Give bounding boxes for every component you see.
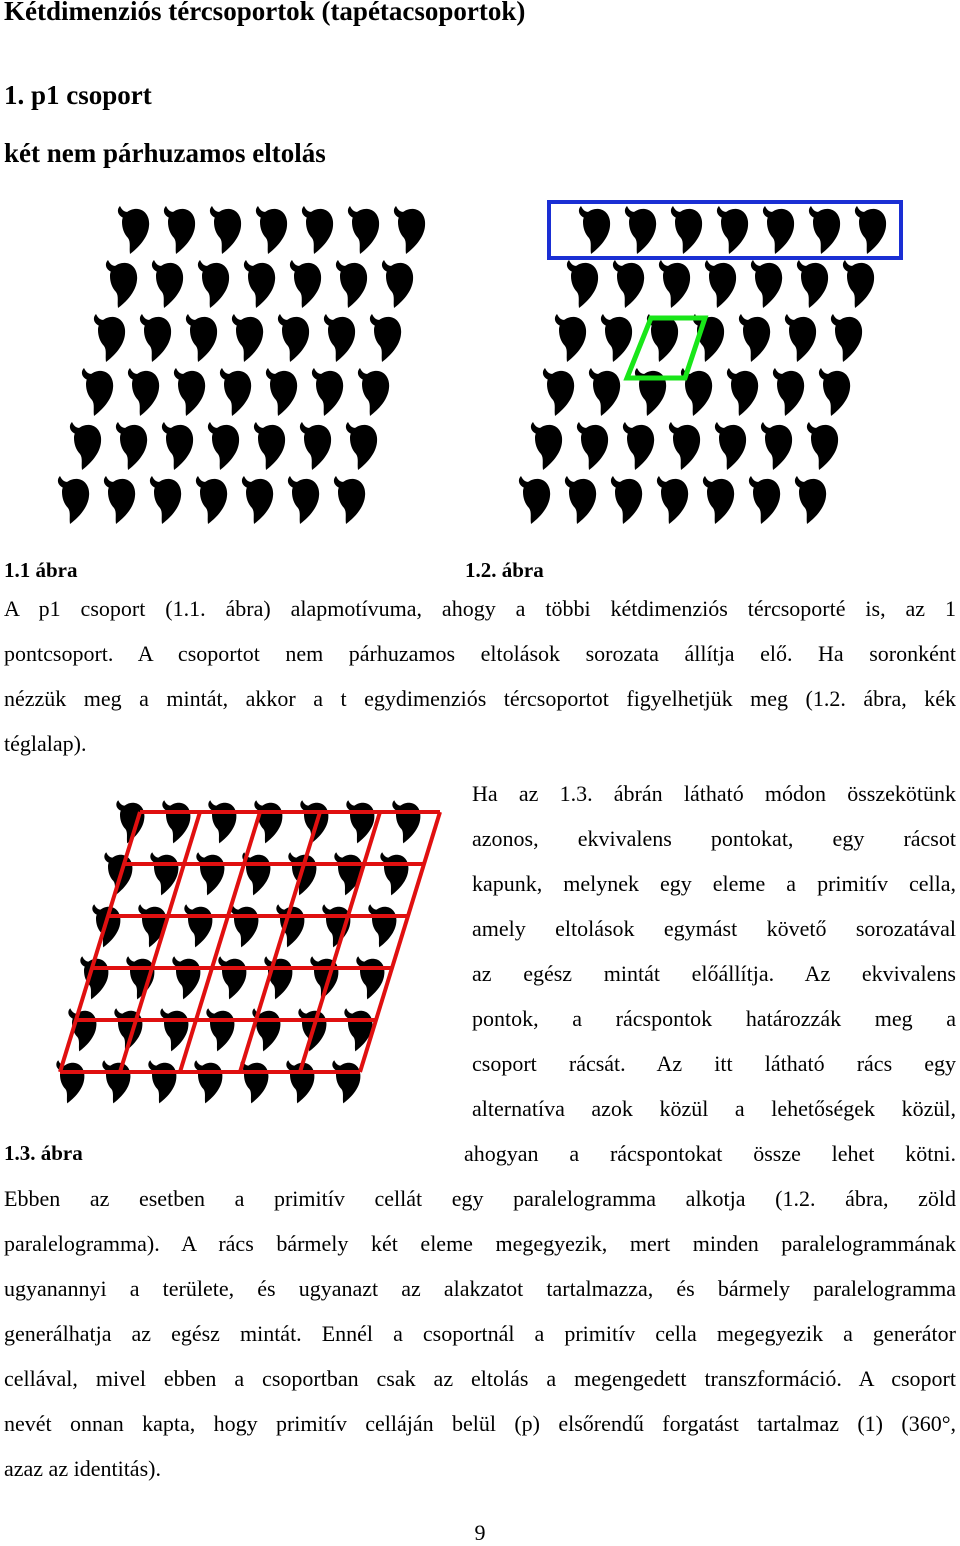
paragraph-2-side-line-4: amely eltolások egymást követő sorozatával <box>472 916 956 941</box>
paisley-motif-icon <box>705 260 736 308</box>
paisley-motif-icon <box>118 206 149 254</box>
section-heading: 1. p1 csoport <box>4 80 152 110</box>
paisley-motif-icon <box>128 368 159 416</box>
figure-1-2-pattern <box>455 190 925 540</box>
paisley-motif-icon <box>601 314 632 362</box>
figure-1-1-pattern <box>0 190 470 540</box>
paragraph-1-line-1: A p1 csoport (1.1. ábra) alapmotívuma, ahogy a többi kétdimenziós tércsoporté is, az 1 <box>4 596 956 621</box>
paragraph-1-line-3: nézzük meg a mintát, akkor a t egydimenziós tércsoportot figyelhetjük meg (1.2. ábra, kék <box>4 686 956 711</box>
paisley-motif-icon <box>150 476 181 524</box>
paisley-motif-icon <box>186 314 217 362</box>
paisley-motif-icon <box>160 1008 188 1051</box>
paragraph-2-line-2: paralelogramma). A rács bármely két eleme megegyezik, mert minden paralelogrammának <box>4 1231 956 1256</box>
paisley-motif-icon <box>392 800 420 843</box>
paisley-motif-icon <box>266 368 297 416</box>
paisley-motif-icon <box>795 476 826 524</box>
lattice-column-line <box>120 812 200 1072</box>
paisley-motif-icon <box>82 368 113 416</box>
paisley-motif-icon <box>727 368 758 416</box>
figure-1-1-caption: 1.1 ábra <box>4 558 78 582</box>
paisley-motif-icon <box>543 368 574 416</box>
paisley-motif-icon <box>356 956 384 999</box>
paisley-motif-icon <box>773 368 804 416</box>
subsection-heading: két nem párhuzamos eltolás <box>4 138 326 168</box>
figure-1-2-caption: 1.2. ábra <box>465 558 544 582</box>
paisley-motif-icon <box>140 314 171 362</box>
paisley-motif-icon <box>196 852 224 895</box>
paisley-motif-icon <box>555 314 586 362</box>
paisley-motif-icon <box>116 422 147 470</box>
paragraph-2-side-line-3: kapunk, melynek egy eleme a primitív cella, <box>472 871 956 896</box>
paisley-motif-icon <box>332 1060 360 1103</box>
paisley-motif-icon <box>659 260 690 308</box>
paragraph-1-line-4: téglalap). <box>4 731 87 756</box>
paisley-motif-icon <box>164 206 195 254</box>
paisley-motif-icon <box>70 422 101 470</box>
paisley-motif-icon <box>198 260 229 308</box>
paragraph-2-side-line-1: Ha az 1.3. ábrán látható módon összekötünk <box>472 781 956 806</box>
paisley-motif-icon <box>150 852 178 895</box>
paisley-motif-icon <box>172 956 200 999</box>
paragraph-2-line-7: azaz az identitás). <box>4 1456 161 1481</box>
paisley-motif-icon <box>625 206 656 254</box>
paisley-motif-icon <box>254 422 285 470</box>
page-title: Kétdimenziós tércsoportok (tapétacsoportok) <box>4 0 526 26</box>
paisley-motif-icon <box>184 904 212 947</box>
paisley-motif-icon <box>715 422 746 470</box>
paisley-motif-icon <box>278 314 309 362</box>
paisley-motif-icon <box>785 314 816 362</box>
paragraph-2-line-1: Ebben az esetben a primitív cellát egy paralelogramma alkotja (1.2. ábra, zöld <box>4 1186 956 1211</box>
paisley-motif-icon <box>623 422 654 470</box>
paisley-motif-icon <box>336 260 367 308</box>
paragraph-2-side-line-6: pontok, a rácspontok határozzák meg a <box>472 1006 956 1031</box>
paisley-motif-icon <box>106 260 137 308</box>
paisley-motif-icon <box>382 260 413 308</box>
paisley-motif-icon <box>751 260 782 308</box>
page-number: 9 <box>474 1520 486 1545</box>
paisley-motif-icon <box>613 260 644 308</box>
paisley-motif-icon <box>703 476 734 524</box>
paisley-motif-icon <box>394 206 425 254</box>
paisley-motif-icon <box>208 422 239 470</box>
paisley-motif-icon <box>567 260 598 308</box>
paisley-motif-icon <box>334 476 365 524</box>
paragraph-2-side-line-2: azonos, ekvivalens pontokat, egy rácsot <box>472 826 956 851</box>
paisley-motif-icon <box>370 314 401 362</box>
paisley-motif-icon <box>242 476 273 524</box>
paisley-motif-icon <box>208 800 236 843</box>
paragraph-1-line-2: pontcsoport. A csoportot nem párhuzamos eltolások sorozata állítja elő. Ha soronként <box>4 641 956 666</box>
paisley-motif-icon <box>531 422 562 470</box>
figure-1-3-caption: 1.3. ábra <box>4 1141 83 1165</box>
paisley-motif-icon <box>761 422 792 470</box>
paisley-motif-icon <box>565 476 596 524</box>
paisley-motif-icon <box>312 368 343 416</box>
paragraph-2-line-6: nevét onnan kapta, hogy primitív celláján belül (p) elsőrendű forgatást tartalmaz (1) (360°, <box>4 1411 956 1436</box>
paisley-motif-icon <box>240 1060 268 1103</box>
paragraph-2-side-line-7: csoport rácsát. Az itt látható rács egy <box>472 1051 956 1076</box>
paisley-motif-icon <box>162 422 193 470</box>
paisley-motif-icon <box>346 800 374 843</box>
paisley-motif-icon <box>162 800 190 843</box>
paisley-motif-icon <box>346 422 377 470</box>
paisley-motif-icon <box>194 1060 222 1103</box>
paisley-motif-icon <box>302 206 333 254</box>
paisley-motif-icon <box>288 476 319 524</box>
paragraph-2-side-line-8: alternatíva azok közül a lehetőségek közül, <box>472 1096 956 1121</box>
paisley-motif-icon <box>300 422 331 470</box>
paisley-motif-icon <box>671 206 702 254</box>
paisley-motif-icon <box>809 206 840 254</box>
paisley-motif-icon <box>174 368 205 416</box>
paisley-motif-icon <box>589 368 620 416</box>
paisley-motif-icon <box>831 314 862 362</box>
paragraph-2-line-3: ugyanannyi a területe, és ugyanazt az alakzatot tartalmazza, és bármely paralelogramma <box>4 1276 956 1301</box>
paisley-motif-icon <box>855 206 886 254</box>
paisley-motif-icon <box>94 314 125 362</box>
paisley-motif-icon <box>579 206 610 254</box>
figure-1-3-lattice <box>0 790 460 1130</box>
paisley-motif-icon <box>218 956 246 999</box>
paisley-motif-icon <box>669 422 700 470</box>
paragraph-2-line-5: cellával, mivel ebben a csoportban csak az eltolás a megengedett transzformáció. A csoport <box>4 1366 956 1391</box>
paisley-motif-icon <box>58 476 89 524</box>
paisley-motif-icon <box>324 314 355 362</box>
paragraph-2-side-line-9: ahogyan a rácspontokat össze lehet kötni. <box>464 1141 956 1166</box>
paisley-motif-icon <box>657 476 688 524</box>
paisley-motif-icon <box>210 206 241 254</box>
paisley-motif-icon <box>843 260 874 308</box>
paisley-motif-icon <box>102 1060 130 1103</box>
paisley-motif-icon <box>807 422 838 470</box>
paisley-motif-icon <box>519 476 550 524</box>
paragraph-2-line-4: generálhatja az egész mintát. Ennél a csoportnál a primitív cella megegyezik a generátor <box>4 1321 956 1346</box>
paisley-motif-icon <box>348 206 379 254</box>
paisley-motif-icon <box>749 476 780 524</box>
paisley-motif-icon <box>232 314 263 362</box>
paisley-motif-icon <box>230 904 258 947</box>
paragraph-2-side-line-5: az egész mintát előállítja. Az ekvivalens <box>472 961 956 986</box>
paisley-motif-icon <box>196 476 227 524</box>
paisley-motif-icon <box>290 260 321 308</box>
paisley-motif-icon <box>148 1060 176 1103</box>
paisley-motif-icon <box>717 206 748 254</box>
paisley-motif-icon <box>819 368 850 416</box>
paisley-motif-icon <box>577 422 608 470</box>
paisley-motif-icon <box>739 314 770 362</box>
paisley-motif-icon <box>358 368 389 416</box>
paisley-motif-icon <box>611 476 642 524</box>
paisley-motif-icon <box>797 260 828 308</box>
paisley-motif-icon <box>104 476 135 524</box>
paisley-motif-icon <box>152 260 183 308</box>
paisley-motif-icon <box>256 206 287 254</box>
paisley-motif-icon <box>763 206 794 254</box>
paisley-motif-icon <box>380 852 408 895</box>
paisley-motif-icon <box>368 904 396 947</box>
paisley-motif-icon <box>206 1008 234 1051</box>
paisley-motif-icon <box>635 368 666 416</box>
lattice-column-line <box>360 812 440 1072</box>
paisley-motif-icon <box>220 368 251 416</box>
paisley-motif-icon <box>244 260 275 308</box>
